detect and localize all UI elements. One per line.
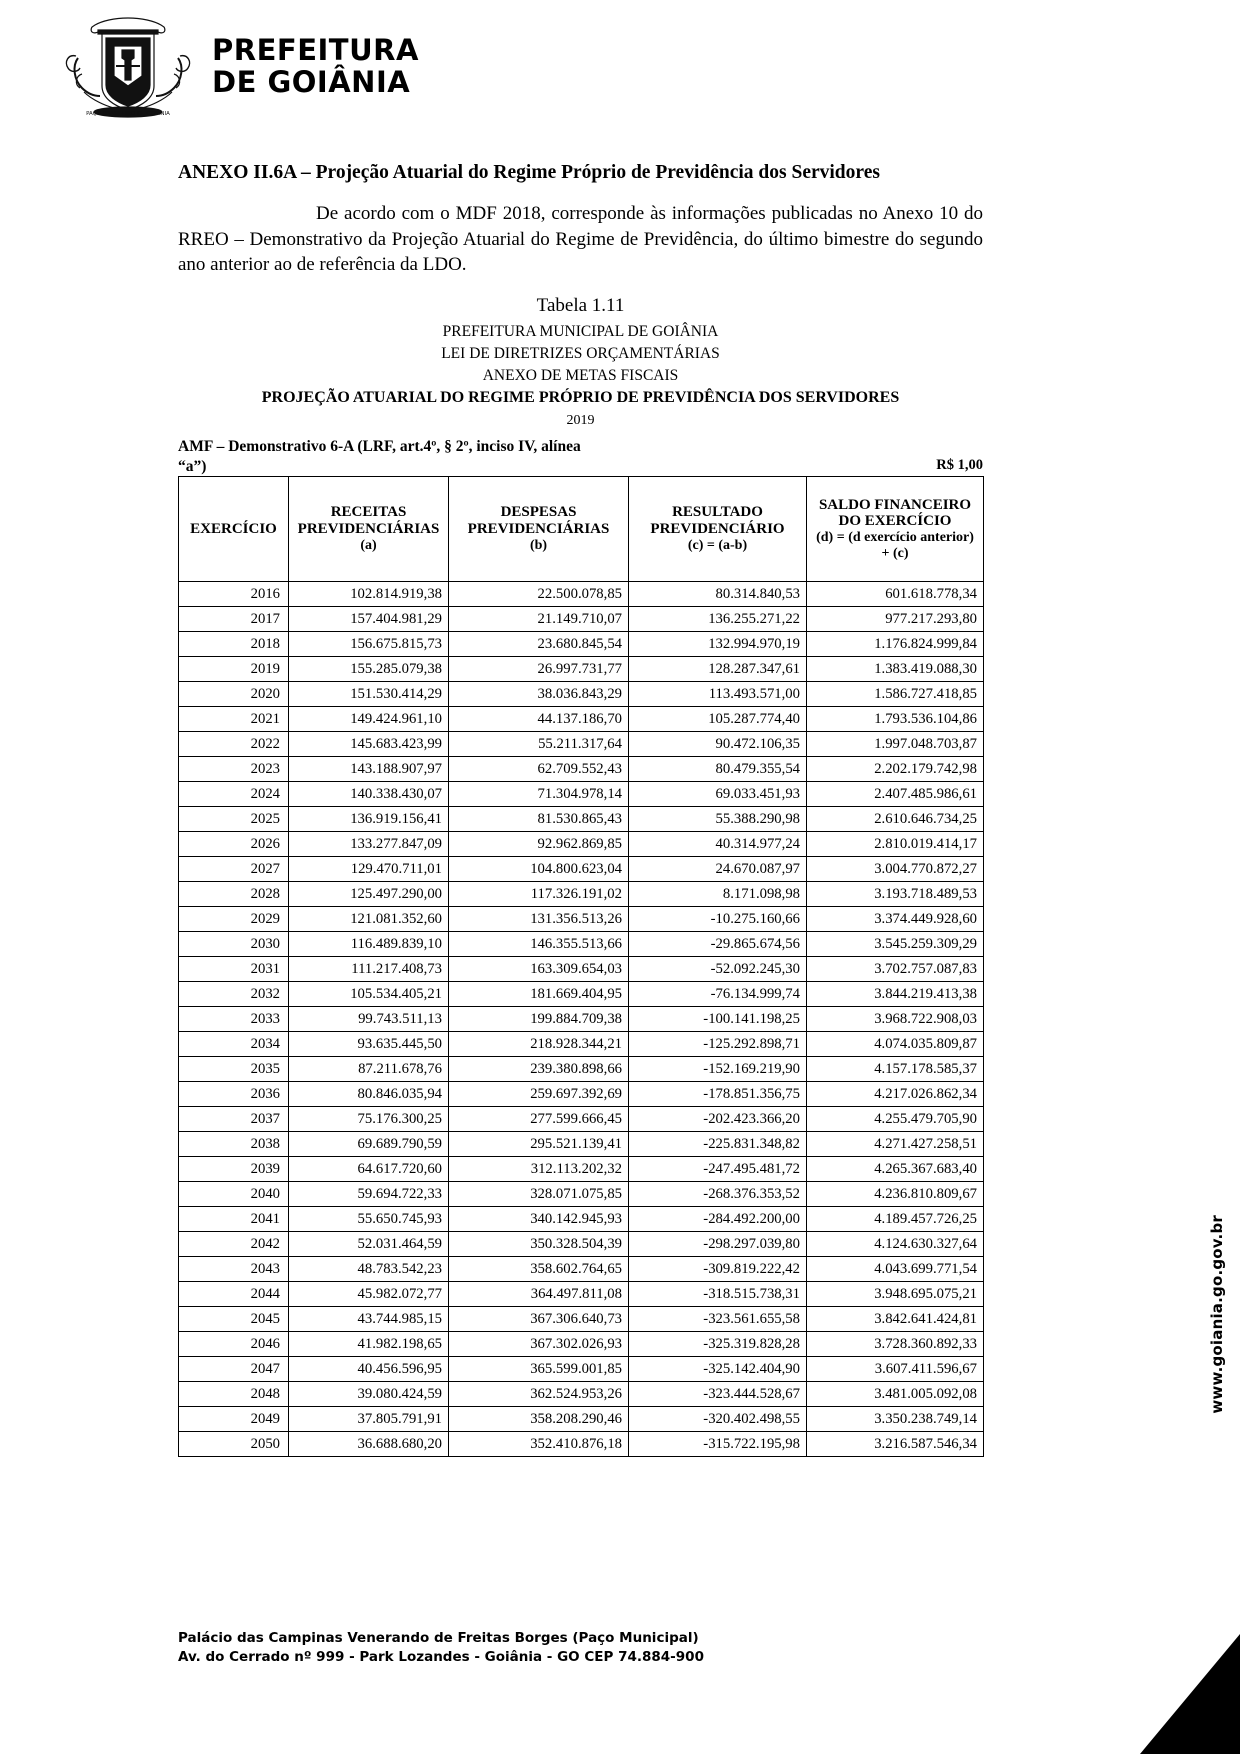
- cell-value: 80.846.035,94: [289, 1082, 449, 1107]
- cell-value: 156.675.815,73: [289, 632, 449, 657]
- cell-exercicio: 2038: [179, 1132, 289, 1157]
- table-body: [179, 582, 984, 1457]
- cell-exercicio: 2023: [179, 757, 289, 782]
- cell-exercicio: 2033: [179, 1007, 289, 1032]
- cell-value: -268.376.353,52: [629, 1182, 807, 1207]
- table-row: [179, 782, 984, 807]
- cell-value: 24.670.087,97: [629, 857, 807, 882]
- cell-value: 146.355.513,66: [449, 932, 629, 957]
- cell-value: 41.982.198,65: [289, 1332, 449, 1357]
- table-row: [179, 1057, 984, 1082]
- cell-value: 151.530.414,29: [289, 682, 449, 707]
- cell-value: 157.404.981,29: [289, 607, 449, 632]
- cell-value: 367.306.640,73: [449, 1307, 629, 1332]
- table-row: [179, 982, 984, 1007]
- cell-exercicio: 2019: [179, 657, 289, 682]
- cell-value: 4.217.026.862,34: [807, 1082, 984, 1107]
- header-exercicio: EXERCÍCIO: [179, 477, 289, 582]
- table-row: [179, 607, 984, 632]
- cell-value: 39.080.424,59: [289, 1382, 449, 1407]
- cell-value: 132.994.970,19: [629, 632, 807, 657]
- table-row: [179, 1207, 984, 1232]
- heading-projection: PROJEÇÃO ATUARIAL DO REGIME PRÓPRIO DE PREVIDÊNCIA DOS SERVIDORES: [261, 389, 900, 407]
- brand-line-1: PREFEITURA: [212, 32, 419, 67]
- cell-value: 277.599.666,45: [449, 1107, 629, 1132]
- cell-value: 328.071.075,85: [449, 1182, 629, 1207]
- cell-value: -325.142.404,90: [629, 1357, 807, 1382]
- cell-value: -152.169.219,90: [629, 1057, 807, 1082]
- cell-value: 4.043.699.771,54: [807, 1257, 984, 1282]
- cell-exercicio: 2040: [179, 1182, 289, 1207]
- amf-note: AMF – Demonstrativo 6-A (LRF, art.4º, § 2º, inciso IV, alínea “a”): [178, 437, 581, 475]
- cell-exercicio: 2047: [179, 1357, 289, 1382]
- cell-value: 37.805.791,91: [289, 1407, 449, 1432]
- cell-exercicio: 2045: [179, 1307, 289, 1332]
- cell-value: 71.304.978,14: [449, 782, 629, 807]
- cell-value: 40.456.596,95: [289, 1357, 449, 1382]
- table-row: [179, 657, 984, 682]
- cell-exercicio: 2043: [179, 1257, 289, 1282]
- table-row: [179, 582, 984, 607]
- cell-value: 4.157.178.585,37: [807, 1057, 984, 1082]
- brand-line-2: DE GOIÂNIA: [212, 65, 411, 99]
- cell-exercicio: 2024: [179, 782, 289, 807]
- cell-exercicio: 2037: [179, 1107, 289, 1132]
- cell-exercicio: 2050: [179, 1432, 289, 1457]
- cell-exercicio: 2039: [179, 1157, 289, 1182]
- cell-exercicio: 2020: [179, 682, 289, 707]
- cell-value: 3.216.587.546,34: [807, 1432, 984, 1457]
- cell-value: 26.997.731,77: [449, 657, 629, 682]
- footer-line-2: Av. do Cerrado nº 999 - Park Lozandes - Goiânia - GO CEP 74.884-900: [178, 1649, 704, 1666]
- cell-value: -323.561.655,58: [629, 1307, 807, 1332]
- table-row: [179, 807, 984, 832]
- cell-value: 55.388.290,98: [629, 807, 807, 832]
- cell-value: -320.402.498,55: [629, 1407, 807, 1432]
- cell-value: -29.865.674,56: [629, 932, 807, 957]
- cell-value: 116.489.839,10: [289, 932, 449, 957]
- cell-exercicio: 2028: [179, 882, 289, 907]
- cell-value: 2.810.019.414,17: [807, 832, 984, 857]
- cell-value: 259.697.392,69: [449, 1082, 629, 1107]
- cell-value: 143.188.907,97: [289, 757, 449, 782]
- header-resultado: RESULTADO PREVIDENCIÁRIO (c) = (a-b): [629, 477, 807, 582]
- cell-value: -284.492.200,00: [629, 1207, 807, 1232]
- header-despesas: DESPESAS PREVIDENCIÁRIAS (b): [449, 477, 629, 582]
- cell-value: 3.004.770.872,27: [807, 857, 984, 882]
- cell-exercicio: 2031: [179, 957, 289, 982]
- table-row: [179, 1307, 984, 1332]
- cell-value: 149.424.961,10: [289, 707, 449, 732]
- footer-address: [178, 1629, 704, 1668]
- cell-value: 128.287.347,61: [629, 657, 807, 682]
- cell-value: -315.722.195,98: [629, 1432, 807, 1457]
- cell-value: 102.814.919,38: [289, 582, 449, 607]
- cell-value: 1.176.824.999,84: [807, 632, 984, 657]
- cell-exercicio: 2049: [179, 1407, 289, 1432]
- cell-value: -225.831.348,82: [629, 1132, 807, 1157]
- cell-value: 93.635.445,50: [289, 1032, 449, 1057]
- cell-value: 239.380.898,66: [449, 1057, 629, 1082]
- cell-value: 62.709.552,43: [449, 757, 629, 782]
- table-row: [179, 707, 984, 732]
- cell-value: -247.495.481,72: [629, 1157, 807, 1182]
- cell-exercicio: 2018: [179, 632, 289, 657]
- table-row: [179, 932, 984, 957]
- cell-exercicio: 2034: [179, 1032, 289, 1057]
- cell-exercicio: 2026: [179, 832, 289, 857]
- cell-value: 22.500.078,85: [449, 582, 629, 607]
- cell-value: 4.189.457.726,25: [807, 1207, 984, 1232]
- cell-value: 55.211.317,64: [449, 732, 629, 757]
- cell-value: 295.521.139,41: [449, 1132, 629, 1157]
- cell-value: 364.497.811,08: [449, 1282, 629, 1307]
- cell-value: 129.470.711,01: [289, 857, 449, 882]
- cell-value: 601.618.778,34: [807, 582, 984, 607]
- cell-value: 4.271.427.258,51: [807, 1132, 984, 1157]
- cell-exercicio: 2025: [179, 807, 289, 832]
- table-row: [179, 632, 984, 657]
- table-row: [179, 1257, 984, 1282]
- cell-value: 105.534.405,21: [289, 982, 449, 1007]
- cell-value: -10.275.160,66: [629, 907, 807, 932]
- cell-value: 1.383.419.088,30: [807, 657, 984, 682]
- cell-value: 45.982.072,77: [289, 1282, 449, 1307]
- corner-decoration: [1100, 1594, 1240, 1754]
- cell-value: 117.326.191,02: [449, 882, 629, 907]
- table-row: [179, 1432, 984, 1457]
- cell-value: -325.319.828,28: [629, 1332, 807, 1357]
- cell-value: -202.423.366,20: [629, 1107, 807, 1132]
- table-row: [179, 732, 984, 757]
- table-row: [179, 1232, 984, 1257]
- cell-value: 8.171.098,98: [629, 882, 807, 907]
- cell-value: 69.033.451,93: [629, 782, 807, 807]
- cell-value: -318.515.738,31: [629, 1282, 807, 1307]
- table-row: [179, 1032, 984, 1057]
- header-saldo: SALDO FINANCEIRO DO EXERCÍCIO (d) = (d exercício anterior) + (c): [807, 477, 984, 582]
- table-row: [179, 1132, 984, 1157]
- table-row: [179, 857, 984, 882]
- cell-value: 4.124.630.327,64: [807, 1232, 984, 1257]
- cell-value: 181.669.404,95: [449, 982, 629, 1007]
- heading-ldo: LEI DE DIRETRIZES ORÇAMENTÁRIAS: [441, 345, 720, 363]
- cell-value: 3.702.757.087,83: [807, 957, 984, 982]
- cell-value: -178.851.356,75: [629, 1082, 807, 1107]
- cell-value: 3.193.718.489,53: [807, 882, 984, 907]
- cell-value: 199.884.709,38: [449, 1007, 629, 1032]
- cell-value: 55.650.745,93: [289, 1207, 449, 1232]
- page-title: ANEXO II.6A – Projeção Atuarial do Regime Próprio de Previdência dos Servidores: [178, 162, 880, 183]
- table-row: [179, 1382, 984, 1407]
- cell-value: 99.743.511,13: [289, 1007, 449, 1032]
- cell-value: 121.081.352,60: [289, 907, 449, 932]
- cell-value: 80.314.840,53: [629, 582, 807, 607]
- cell-value: 352.410.876,18: [449, 1432, 629, 1457]
- cell-value: 3.948.695.075,21: [807, 1282, 984, 1307]
- cell-value: 3.968.722.908,03: [807, 1007, 984, 1032]
- heading-annex: ANEXO DE METAS FISCAIS: [482, 367, 679, 385]
- cell-value: 131.356.513,26: [449, 907, 629, 932]
- table-row: [179, 1357, 984, 1382]
- table-row: [179, 1182, 984, 1207]
- cell-value: 2.202.179.742,98: [807, 757, 984, 782]
- cell-value: 358.602.764,65: [449, 1257, 629, 1282]
- cell-value: 87.211.678,76: [289, 1057, 449, 1082]
- cell-value: 312.113.202,32: [449, 1157, 629, 1182]
- cell-exercicio: 2027: [179, 857, 289, 882]
- cell-value: 145.683.423,99: [289, 732, 449, 757]
- cell-value: 136.255.271,22: [629, 607, 807, 632]
- cell-exercicio: 2046: [179, 1332, 289, 1357]
- cell-value: 3.842.641.424,81: [807, 1307, 984, 1332]
- cell-value: -309.819.222,42: [629, 1257, 807, 1282]
- cell-value: 113.493.571,00: [629, 682, 807, 707]
- cell-value: 43.744.985,15: [289, 1307, 449, 1332]
- table-row: [179, 1082, 984, 1107]
- heading-municipality: PREFEITURA MUNICIPAL DE GOIÂNIA: [442, 323, 719, 341]
- cell-value: -125.292.898,71: [629, 1032, 807, 1057]
- table-row: [179, 682, 984, 707]
- cell-value: 358.208.290,46: [449, 1407, 629, 1432]
- intro-paragraph: De acordo com o MDF 2018, corresponde às informações publicadas no Anexo 10 do RREO – Demonstrativo da Projeção Atuarial do Regime de Previdência, do último bimestre do segundo ano anterior ao de referência da LDO.: [178, 203, 983, 275]
- cell-value: 367.302.026,93: [449, 1332, 629, 1357]
- footer-line-1: Palácio das Campinas Venerando de Freitas Borges (Paço Municipal): [178, 1629, 699, 1646]
- cell-value: 36.688.680,20: [289, 1432, 449, 1457]
- cell-value: -298.297.039,80: [629, 1232, 807, 1257]
- table-row: [179, 832, 984, 857]
- cell-value: 23.680.845,54: [449, 632, 629, 657]
- table-header-row: [179, 477, 984, 582]
- heading-year: 2019: [566, 412, 595, 428]
- table-row: [179, 907, 984, 932]
- cell-value: 3.481.005.092,08: [807, 1382, 984, 1407]
- cell-value: 1.997.048.703,87: [807, 732, 984, 757]
- cell-value: 3.844.219.413,38: [807, 982, 984, 1007]
- brand-wordmark: [212, 34, 419, 99]
- brasao-goiania-icon: [62, 14, 194, 118]
- cell-value: 81.530.865,43: [449, 807, 629, 832]
- site-url: www.goiania.go.gov.br: [1208, 1215, 1226, 1414]
- cell-value: 111.217.408,73: [289, 957, 449, 982]
- cell-value: 3.607.411.596,67: [807, 1357, 984, 1382]
- cell-exercicio: 2036: [179, 1082, 289, 1107]
- cell-value: 155.285.079,38: [289, 657, 449, 682]
- cell-exercicio: 2030: [179, 932, 289, 957]
- cell-value: 140.338.430,07: [289, 782, 449, 807]
- cell-exercicio: 2029: [179, 907, 289, 932]
- table-row: [179, 1107, 984, 1132]
- cell-value: 362.524.953,26: [449, 1382, 629, 1407]
- cell-value: 3.374.449.928,60: [807, 907, 984, 932]
- cell-exercicio: 2048: [179, 1382, 289, 1407]
- currency-note: R$ 1,00: [936, 457, 983, 474]
- cell-exercicio: 2035: [179, 1057, 289, 1082]
- table-row: [179, 757, 984, 782]
- cell-value: 4.265.367.683,40: [807, 1157, 984, 1182]
- cell-value: 218.928.344,21: [449, 1032, 629, 1057]
- cell-exercicio: 2022: [179, 732, 289, 757]
- cell-value: 40.314.977,24: [629, 832, 807, 857]
- cell-value: 4.236.810.809,67: [807, 1182, 984, 1207]
- header-receitas: RECEITAS PREVIDENCIÁRIAS (a): [289, 477, 449, 582]
- svg-text:PAÇO BRASILEIRO DE GOIÂNIA: PAÇO BRASILEIRO DE GOIÂNIA: [86, 111, 170, 117]
- cell-value: 4.255.479.705,90: [807, 1107, 984, 1132]
- cell-value: 59.694.722,33: [289, 1182, 449, 1207]
- table-row: [179, 957, 984, 982]
- cell-value: 3.545.259.309,29: [807, 932, 984, 957]
- cell-exercicio: 2041: [179, 1207, 289, 1232]
- cell-value: 52.031.464,59: [289, 1232, 449, 1257]
- table-row: [179, 1407, 984, 1432]
- cell-exercicio: 2032: [179, 982, 289, 1007]
- table-row: [179, 1157, 984, 1182]
- cell-value: 350.328.504,39: [449, 1232, 629, 1257]
- cell-value: 340.142.945,93: [449, 1207, 629, 1232]
- cell-value: 44.137.186,70: [449, 707, 629, 732]
- cell-value: 136.919.156,41: [289, 807, 449, 832]
- document-body: [178, 160, 983, 1457]
- cell-value: 69.689.790,59: [289, 1132, 449, 1157]
- cell-value: -76.134.999,74: [629, 982, 807, 1007]
- cell-value: 2.610.646.734,25: [807, 807, 984, 832]
- table-row: [179, 1332, 984, 1357]
- cell-value: 75.176.300,25: [289, 1107, 449, 1132]
- cell-value: 92.962.869,85: [449, 832, 629, 857]
- cell-value: 977.217.293,80: [807, 607, 984, 632]
- cell-value: 80.479.355,54: [629, 757, 807, 782]
- cell-value: -100.141.198,25: [629, 1007, 807, 1032]
- table-row: [179, 1007, 984, 1032]
- cell-value: 38.036.843,29: [449, 682, 629, 707]
- projection-table: [178, 476, 984, 1457]
- page-header: [62, 14, 419, 118]
- table-row: [179, 1282, 984, 1307]
- cell-value: 1.793.536.104,86: [807, 707, 984, 732]
- cell-exercicio: 2042: [179, 1232, 289, 1257]
- cell-value: -323.444.528,67: [629, 1382, 807, 1407]
- cell-value: 2.407.485.986,61: [807, 782, 984, 807]
- cell-value: 3.728.360.892,33: [807, 1332, 984, 1357]
- cell-value: 48.783.542,23: [289, 1257, 449, 1282]
- cell-value: 21.149.710,07: [449, 607, 629, 632]
- cell-exercicio: 2017: [179, 607, 289, 632]
- cell-exercicio: 2044: [179, 1282, 289, 1307]
- table-row: [179, 882, 984, 907]
- cell-value: 163.309.654,03: [449, 957, 629, 982]
- cell-value: 133.277.847,09: [289, 832, 449, 857]
- cell-value: -52.092.245,30: [629, 957, 807, 982]
- cell-value: 125.497.290,00: [289, 882, 449, 907]
- cell-value: 3.350.238.749,14: [807, 1407, 984, 1432]
- cell-value: 104.800.623,04: [449, 857, 629, 882]
- cell-exercicio: 2016: [179, 582, 289, 607]
- cell-value: 365.599.001,85: [449, 1357, 629, 1382]
- cell-value: 64.617.720,60: [289, 1157, 449, 1182]
- cell-value: 4.074.035.809,87: [807, 1032, 984, 1057]
- cell-value: 105.287.774,40: [629, 707, 807, 732]
- cell-value: 1.586.727.418,85: [807, 682, 984, 707]
- cell-exercicio: 2021: [179, 707, 289, 732]
- table-caption: Tabela 1.11: [536, 295, 625, 317]
- cell-value: 90.472.106,35: [629, 732, 807, 757]
